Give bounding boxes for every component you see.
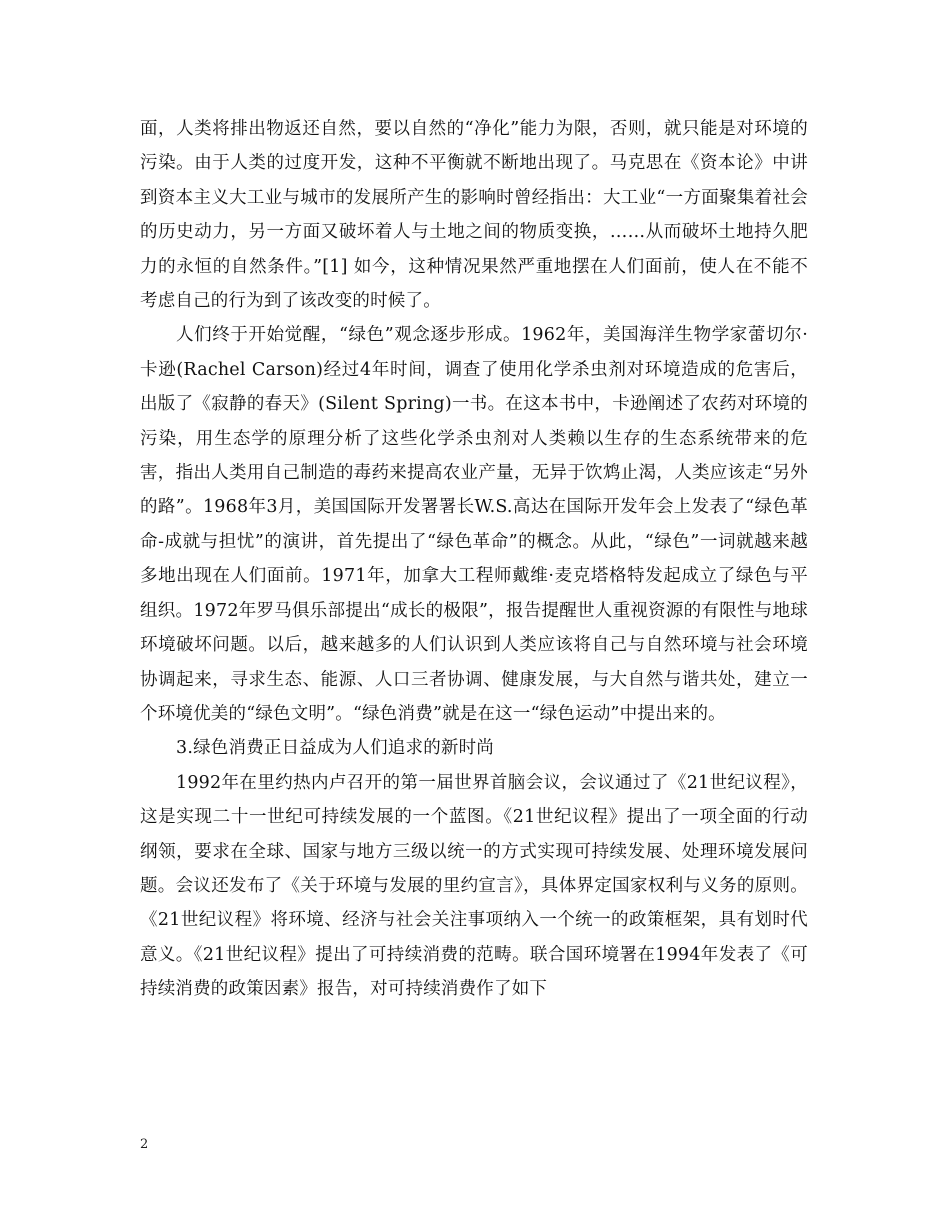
document-body xyxy=(140,112,808,1007)
paragraph-2: 人们终于开始觉醒，“绿色”观念逐步形成。1962年，美国海洋生物学家蕾切尔·卡逊(Rachel Carson)经过4年时间，调查了使用化学杀虫剂对环境造成的危害后，出版了《寂静的春天》(Silent Spring)一书。在这本书中，卡逊阐述了农药对环境的污染，用生态学的原理分析了这些化学杀虫剂对人类赖以生存的生态系统带来的危害，指出人类用自己制造的毒药来提高农业产量，无异于饮鸩止渴，人类应该走“另外的路”。1968年3月，美国国际开发署署长W.S.高达在国际开发年会上发表了“绿色革命-成就与担忧”的演讲，首先提出了“绿色革命”的概念。从此，“绿色”一词就越来越多地出现在人们面前。1971年，加拿大工程师戴维·麦克塔格特发起成立了绿色与平组织。1972年罗马俱乐部提出“成长的极限”，报告提醒世人重视资源的有限性与地球环境破坏问题。以后，越来越多的人们认识到人类应该将自己与自然环境与社会环境协调起来，寻求生态、能源、人口三者协调、健康发展，与大自然与谐共处，建立一个环境优美的“绿色文明”。“绿色消费”就是在这一“绿色运动”中提出来的。 xyxy=(140,325,808,724)
paragraph-3: 1992年在里约热内卢召开的第一届世界首脑会议，会议通过了《21世纪议程》，这是实现二十一世纪可持续发展的一个蓝图。《21世纪议程》提出了一项全面的行动纲领，要求在全球、国家与地方三级以统一的方式实现可持续发展、处理环境发展问题。会议还发布了《关于环境与发展的里约宣言》，具体界定国家权利与义务的原则。《21世纪议程》将环境、经济与社会关注事项纳入一个统一的政策框架，具有划时代意义。《21世纪议程》提出了可持续消费的范畴。联合国环境署在1994年发表了《可持续消费的政策因素》报告，对可持续消费作了如下 xyxy=(140,772,808,1000)
paragraph-1: 面，人类将排出物返还自然，要以自然的“净化”能力为限，否则，就只能是对环境的污染。由于人类的过度开发，这种不平衡就不断地出现了。马克思在《资本论》中讲到资本主义大工业与城市的发展所产生的影响时曾经指出：大工业“一方面聚集着社会的历史动力，另一方面又破坏着人与土地之间的物质变换，……从而破坏土地持久肥力的永恒的自然条件。”[1] 如今，这种情况果然严重地摆在人们面前，使人在不能不考虑自己的行为到了该改变的时候了。 xyxy=(140,119,808,312)
section-heading: 3.绿色消费正日益成为人们追求的新时尚 xyxy=(176,738,494,759)
page-number: 2 xyxy=(140,1137,149,1152)
